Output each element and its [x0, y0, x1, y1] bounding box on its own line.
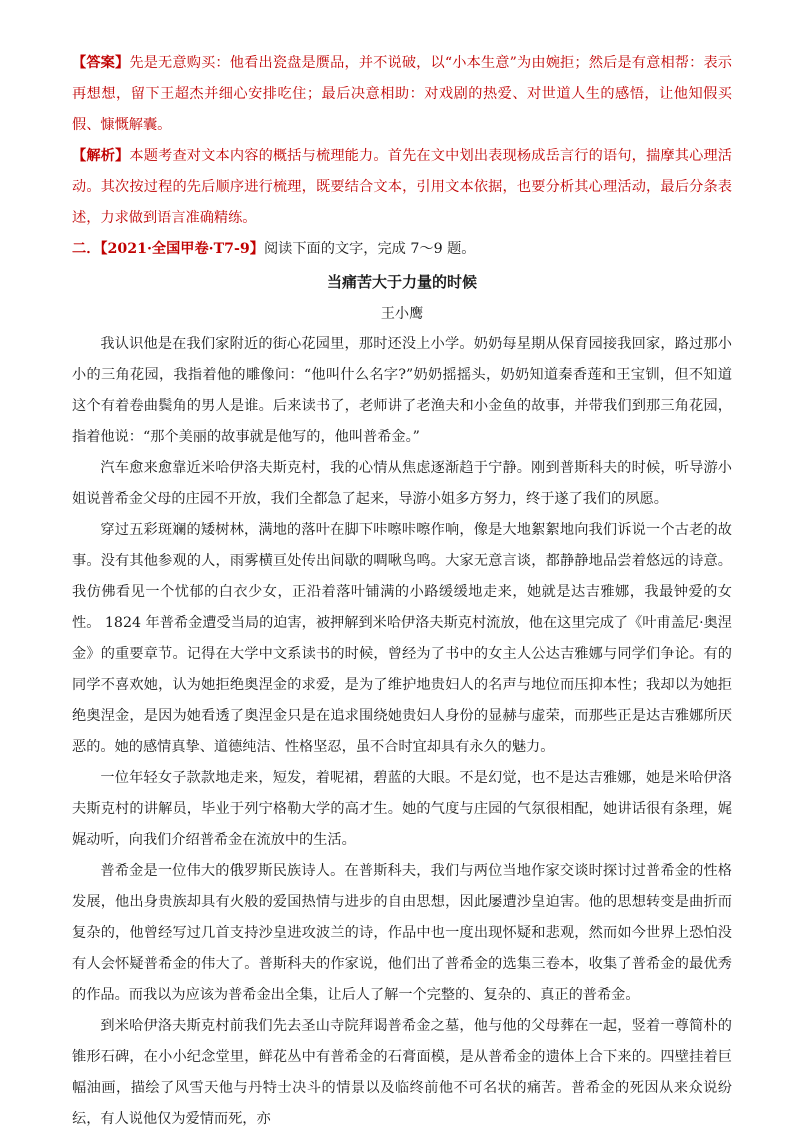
analysis-block — [72, 141, 732, 234]
article-paragraph-3: 穿过五彩斑斓的矮树林，满地的落叶在脚下咔嚓咔嚓作响，像是大地絮絮地向我们诉说一个古老的故事。没有其他参观的人，雨雾横亘处传出间歇的啁啾鸟鸣。大家无意言谈，都静静地品尝着悠远的诗意。我仿佛看见一个忧郁的白衣少女，正沿着落叶铺满的小路缓缓地走来，她就是达吉雅娜，我最钟爱的女性。 1824 年普希金遭受当局的迫害，被押解到米哈伊洛夫斯克村流放，他在这里完成了《叶甫盖尼·奥涅金》的重要章节。记得在大学中文系读书的时候，曾经为了书中的女主人公达吉雅娜与同学们争论。有的同学不喜欢她，认为她拒绝奥涅金的求爱，是为了维护地贵妇人的名声与地位而压抑本性；我却以为她拒绝奥涅金，是因为她看透了奥涅金只是在追求围绕她贵妇人身份的显赫与虚荣，而那些正是达吉雅娜所厌恶的。她的感情真挚、道德纯洁、性格坚忍，虽不合时宜却具有永久的魅力。 — [72, 522, 732, 755]
article-paragraph-4: 一位年轻女子款款地走来，短发，着呢裙，碧蓝的大眼。不是幻觉，也不是达吉雅娜，她是米哈伊洛夫斯克村的讲解员，毕业于列宁格勒大学的高才生。她的气度与庄园的气氛很相配，她讲话很有条理，娓娓动听，向我们介绍普希金在流放中的生活。 — [72, 770, 732, 848]
article-paragraph-6: 到米哈伊洛夫斯克村前我们先去圣山寺院拜谒普希金之墓，他与他的父母葬在一起，竖着一尊简朴的锥形石碑，在小小纪念堂里，鲜花丛中有普希金的石膏面模，是从普希金的遗体上合下来的。四壁挂着巨幅油画，描绘了风雪天他与丹特士决斗的情景以及临终前他不可名状的痛苦。普希金的死因从来众说纷纭，有人说他仅为爱情而死，亦 — [72, 1018, 732, 1127]
answer-text: 先是无意购买：他看出瓷盘是赝品，并不说破，以“小本生意”为由婉拒；然后是有意相帮：表示再想想，留下王超杰并细心安排吃住；最后决意相助：对戏剧的热爱、对世道人生的感悟，让他知假买假、慷慨解囊。 — [72, 55, 732, 133]
analysis-tag: 【解析】 — [72, 148, 130, 164]
article-paragraph-5: 普希金是一位伟大的俄罗斯民族诗人。在普斯科夫，我们与两位当地作家交谈时探讨过普希金的性格发展，他出身贵族却具有火般的爱国热情与进步的自由思想，因此屡遭沙皇迫害。他的思想转变是曲折而复杂的，他曾经写过几首支持沙皇进攻波兰的诗，作品中也一度出现怀疑和悲观，然而如今世界上恐怕没有人会怀疑普希金的伟大了。普斯科夫的作家说，他们出了普希金的选集三卷本，收集了普希金的最优秀的作品。而我以为应该为普希金出全集，让后人了解一个完整的、复杂的、真正的普希金。 — [72, 863, 732, 1003]
article-author: 王小鹰 — [380, 306, 424, 322]
article-title: 当痛苦大于力量的时候 — [326, 273, 477, 291]
section-number: 二． — [72, 241, 101, 257]
section-source: 【2021·全国甲卷·T7-9】 — [100, 241, 264, 257]
answer-block — [72, 48, 732, 141]
section-heading — [72, 234, 732, 265]
answer-tag: 【答案】 — [72, 55, 130, 71]
article-paragraph-2: 汽车愈来愈靠近米哈伊洛夫斯克村，我的心情从焦虑逐渐趋于宁静。刚到普斯科夫的时候，听导游小姐说普希金父母的庄园不开放，我们全都急了起来，导游小姐多方努力，终于遂了我们的夙愿。 — [72, 460, 732, 507]
article-paragraph-1: 我认识他是在我们家附近的街心花园里，那时还没上小学。奶奶每星期从保育园接我回家，路过那小小的三角花园，我指着他的雕像问：“他叫什么名字?”奶奶摇摇头，奶奶知道秦香莲和王宝钏，但不知道这个有着卷曲鬓角的男人是谁。后来读书了，老师讲了老渔夫和小金鱼的故事，并带我们到那三角花园，指着他说：“那个美丽的故事就是他写的，他叫普希金。” — [72, 336, 732, 445]
section-instruction: 阅读下面的文字，完成 7～9 题。 — [263, 241, 476, 257]
document-page — [72, 48, 732, 1135]
analysis-text: 本题考查对文本内容的概括与梳理能力。首先在文中划出表现杨成岳言行的语句，揣摩其心理活动。其次按过程的先后顺序进行梳理，既要结合文本，引用文本依据，也要分析其心理活动，最后分条表述，力求做到语言准确精练。 — [72, 148, 732, 226]
